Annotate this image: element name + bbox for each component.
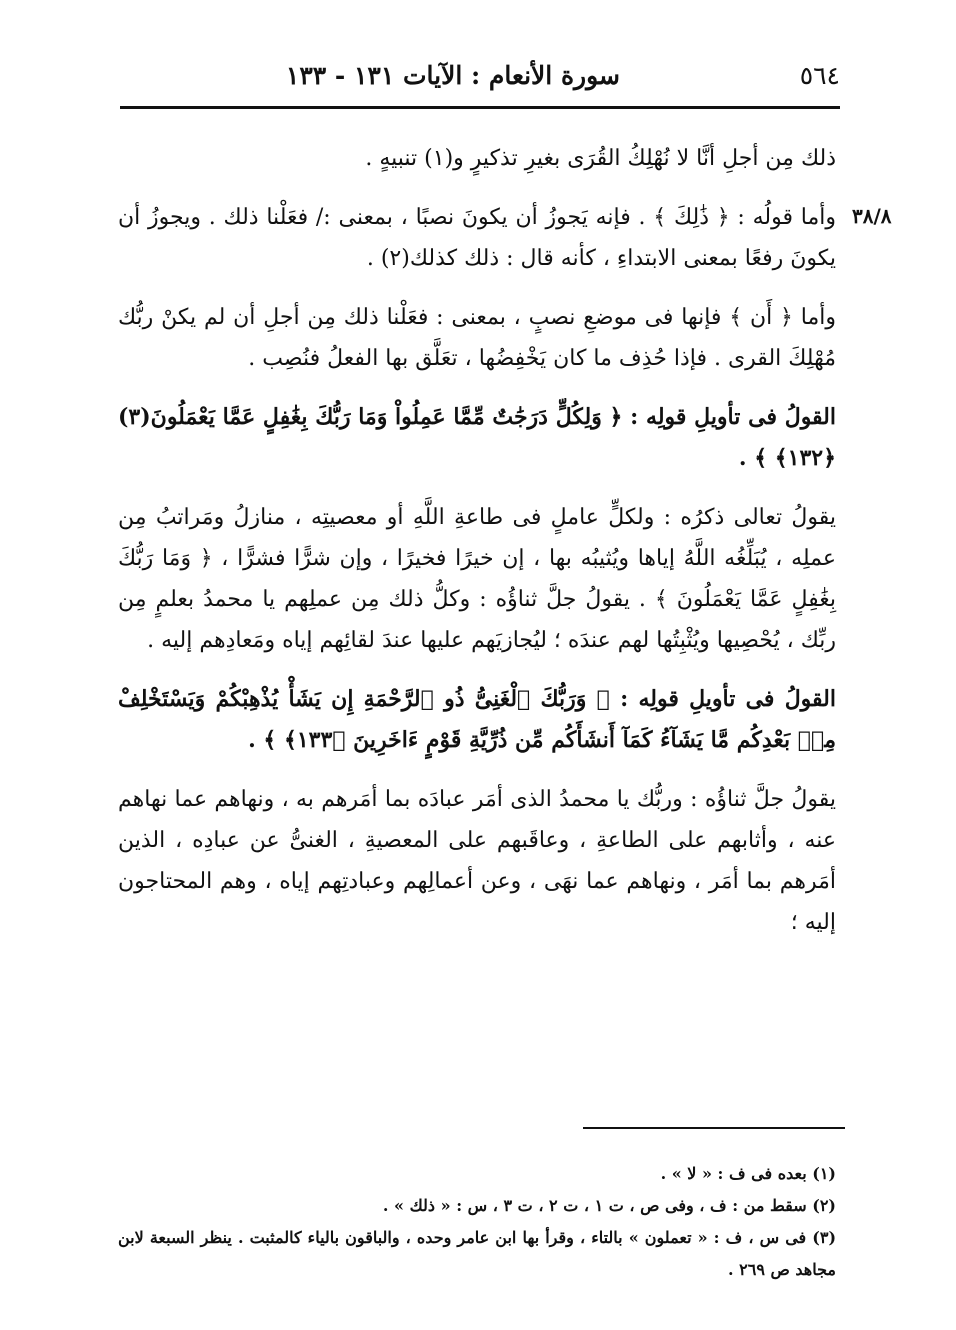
running-title: سورة الأنعام : الآيات ١٣١ - ١٣٣ — [285, 61, 620, 90]
page-header — [120, 56, 840, 100]
paragraph: يقولُ جلَّ ثناؤُه : وربُّك يا محمدُ الذى أمَر عبادَه بما أمَرهم به ، ونهاهم عما نهاهم عنه ، وأثابهم على الطاعةِ ، وعاقَبهم على المعصيةِ ، الغنىُّ عن عبادِه ، الذين أمَرهم بما أمَر ، ونهاهم عما نهَى ، وعن أعمالِهم وعبادتِهم إياه ، وهم المحتاجون إليه ؛ — [118, 787, 836, 935]
footnote: (١) بعده فى ف : « لا » . — [660, 1164, 836, 1183]
verse-heading: القولُ فى تأويلِ قولِه : ﴿ وَلِكُلٍّ دَرَجَٰتٌ مِّمَّا عَمِلُواْ وَمَا رَبُّكَ بِغَٰفِلٍ عَمَّا يَعْمَلُونَ(٣) ﴿١٣٢﴾ ﴾ . — [118, 404, 837, 471]
header-rule — [120, 106, 840, 109]
paragraph: وأما ﴿ أَن ﴾ فإنها فى موضعِ نصبٍ ، بمعنى : فعَلْنا ذلك مِن أجلِ أن لم يكنْ ربُّك مُهْلِكَ القرى . فإذا حُذِف ما كان يَخْفِضُها ، تعَلَّق بها الفعلُ فنُصِب . — [118, 305, 836, 371]
main-text — [118, 138, 836, 961]
footnotes — [118, 1158, 836, 1286]
paragraph: ذلك مِن أجلِ أنَّا لا نُهْلِكُ القُرَى بغيرِ تذكيرٍ و(١) تنبيهٍ . — [365, 146, 836, 171]
verse-heading: القولُ فى تأويلِ قولِه : ﴿ وَرَبُّكَ ٱلْغَنِىُّ ذُو ٱلرَّحْمَةِ إِن يَشَأْ يُذْهِبْكُمْ وَيَسْتَخْلِفْ مِنۢ بَعْدِكُم مَّا يَشَآءُ كَمَآ أَنشَأَكُم مِّن ذُرِّيَّةِ قَوْمٍ ءَاخَرِينَ ﴿١٣٣﴾ ﴾ . — [118, 686, 836, 753]
paragraph: يقولُ تعالى ذكرُه : ولكلٍّ عاملٍ فى طاعةِ اللَّهِ أو معصيتِه ، منازلُ ومَراتبُ مِن عملِه ، يُبَلِّغُه اللَّهُ إياها ويُثيبُه بها ، إن خيرًا فخيرًا ، وإن شرًّا فشرًّا ، ﴿ وَمَا رَبُّكَ بِغَٰفِلٍ عَمَّا يَعْمَلُونَ ﴾ . يقولُ جلَّ ثناؤُه : وكلُّ ذلك مِن عملِهم يا محمدُ بعلمٍ مِن ربِّك ، يُحْصِيها ويُثْبِتُها لهم عندَه ؛ ليُجازيَهم عليها عندَ لقائِهم إياه ومَعادِهم إليه . — [118, 505, 837, 653]
page-number: ٥٦٤ — [799, 61, 840, 90]
margin-reference: ٣٨/٨ — [852, 204, 892, 228]
footnote-rule — [583, 1127, 845, 1129]
footnote: (٣) فى س ، ف : « تعملون » بالتاء ، وقرأ بها ابن عامر وحده ، والباقون بالياء كالمثبت . ينظر السبعة لابن مجاهد ص ٢٦٩ . — [118, 1228, 837, 1279]
footnote: (٢) سقط من : ف ، وفى ص ، ت ١ ، ت ٢ ، ت ٣ ، س : « ذلك » . — [382, 1196, 836, 1215]
paragraph: وأما قولُه : ﴿ ذَٰلِكَ ﴾ . فإنه يَجوزُ أن يكونَ نصبًا ، بمعنى :/ فعَلْنا ذلك . ويجوزُ أن يكونَ رفعًا بمعنى الابتداءِ ، كأنه قال : ذلك كذلك(٢) . — [118, 205, 836, 271]
